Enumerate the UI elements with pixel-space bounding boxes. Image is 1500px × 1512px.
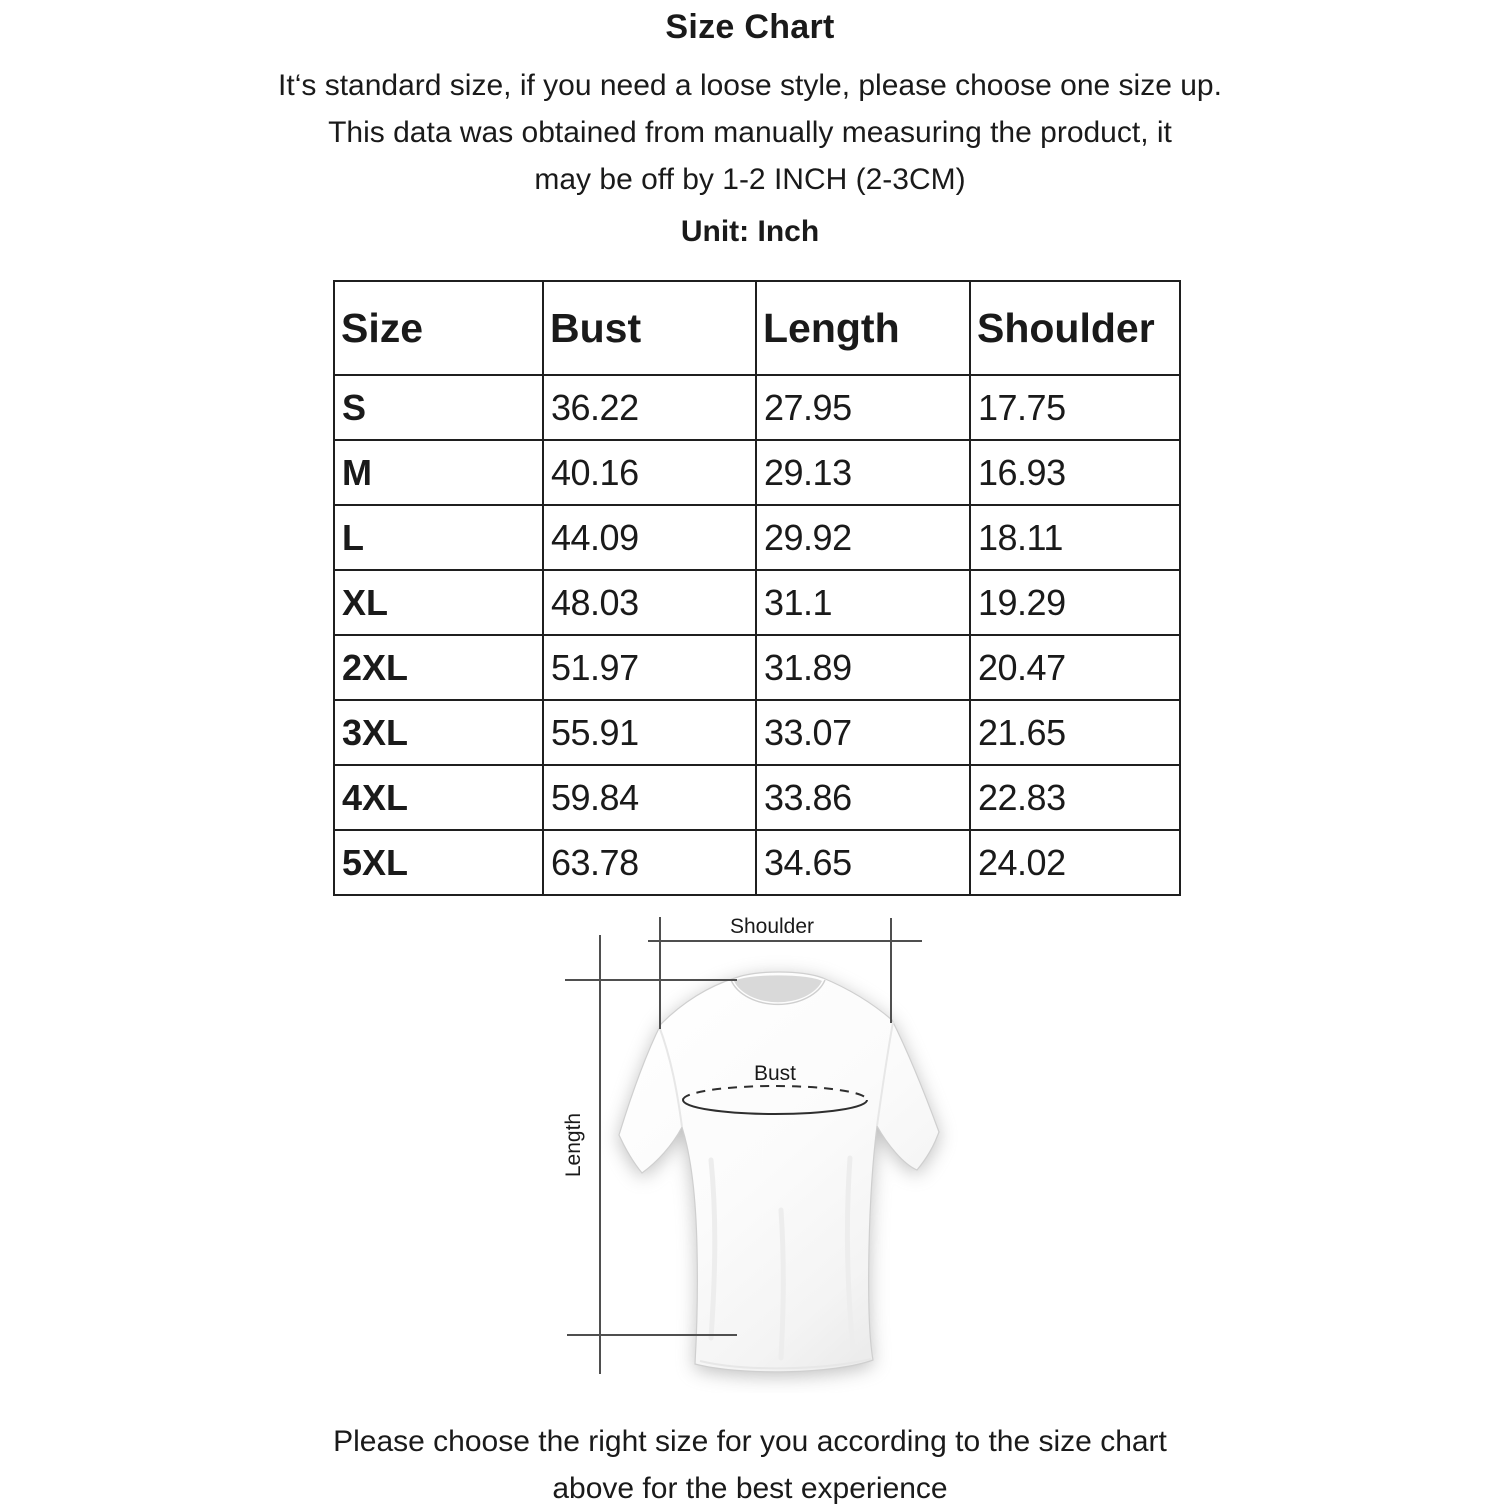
length-cell: 33.07: [756, 700, 970, 765]
bust-cell: 59.84: [543, 765, 756, 830]
bust-cell: 63.78: [543, 830, 756, 895]
table-row: [334, 830, 1180, 895]
measurement-diagram: [545, 898, 965, 1393]
footer-note: [0, 1418, 1500, 1512]
shoulder-cell: 16.93: [970, 440, 1180, 505]
column-header-length: Length: [756, 281, 970, 375]
bust-cell: 44.09: [543, 505, 756, 570]
tshirt-illustration: [619, 972, 939, 1372]
table-header-row: [334, 281, 1180, 375]
page-title: Size Chart: [665, 8, 835, 46]
shoulder-cell: 19.29: [970, 570, 1180, 635]
column-header-shoulder: Shoulder: [970, 281, 1180, 375]
bust-cell: 40.16: [543, 440, 756, 505]
size-cell: S: [334, 375, 543, 440]
shoulder-cell: 18.11: [970, 505, 1180, 570]
length-cell: 29.13: [756, 440, 970, 505]
size-cell: 5XL: [334, 830, 543, 895]
length-cell: 31.89: [756, 635, 970, 700]
size-cell: 2XL: [334, 635, 543, 700]
footer-line-1: Please choose the right size for you according to the size chart: [333, 1425, 1167, 1458]
shoulder-measure-label: Shoulder: [729, 915, 815, 938]
footer-line-2: above for the best experience: [552, 1472, 948, 1505]
bust-measure-label: Bust: [753, 1062, 797, 1085]
length-cell: 33.86: [756, 765, 970, 830]
size-table: [333, 280, 1181, 896]
size-cell: XL: [334, 570, 543, 635]
description-line-3: may be off by 1-2 INCH (2-3CM): [534, 163, 966, 196]
table-row: [334, 765, 1180, 830]
length-cell: 31.1: [756, 570, 970, 635]
size-cell: 3XL: [334, 700, 543, 765]
table-row: [334, 635, 1180, 700]
table-row: [334, 440, 1180, 505]
shoulder-cell: 21.65: [970, 700, 1180, 765]
table-row: [334, 505, 1180, 570]
length-cell: 27.95: [756, 375, 970, 440]
shoulder-cell: 17.75: [970, 375, 1180, 440]
table-row: [334, 700, 1180, 765]
bust-cell: 55.91: [543, 700, 756, 765]
length-cell: 34.65: [756, 830, 970, 895]
fold-line: [781, 1210, 783, 1358]
column-header-size: Size: [334, 281, 543, 375]
unit-label: Unit: Inch: [680, 215, 820, 248]
size-cell: 4XL: [334, 765, 543, 830]
size-cell: M: [334, 440, 543, 505]
bust-cell: 48.03: [543, 570, 756, 635]
shoulder-cell: 22.83: [970, 765, 1180, 830]
description-line-2: This data was obtained from manually measuring the product, it: [328, 116, 1172, 149]
table-row: [334, 375, 1180, 440]
description-line-1: It‘s standard size, if you need a loose style, please choose one size up.: [278, 69, 1222, 102]
bust-cell: 51.97: [543, 635, 756, 700]
size-cell: L: [334, 505, 543, 570]
column-header-bust: Bust: [543, 281, 756, 375]
length-cell: 29.92: [756, 505, 970, 570]
description: [0, 62, 1500, 203]
shoulder-cell: 20.47: [970, 635, 1180, 700]
length-measure-label: Length: [562, 1112, 585, 1178]
shoulder-cell: 24.02: [970, 830, 1180, 895]
bust-cell: 36.22: [543, 375, 756, 440]
table-row: [334, 570, 1180, 635]
